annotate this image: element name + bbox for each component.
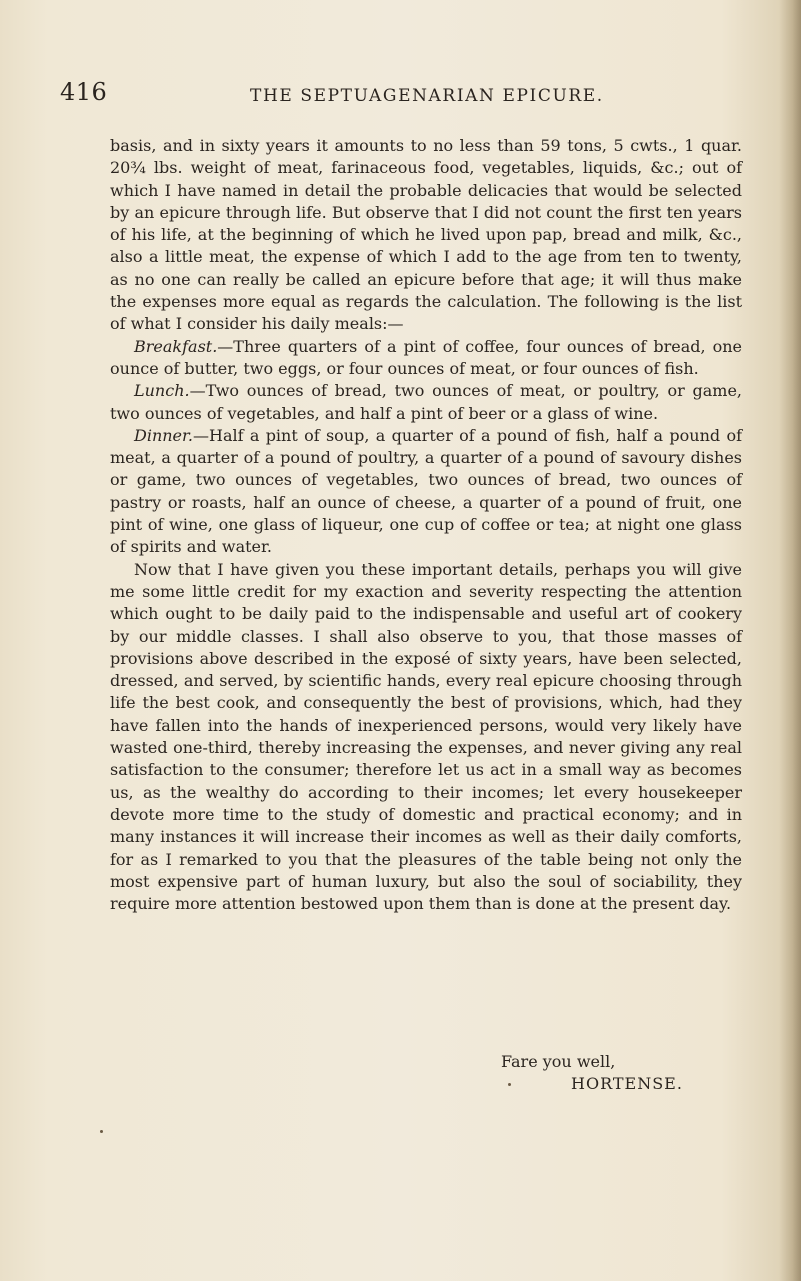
breakfast-text: —Three quarters of a pint of coffee, four ounces of bread, one ounce of butter, two eggs, or four ounces of meat, or four ounces of fish. xyxy=(110,336,742,378)
signature: HORTENSE. xyxy=(571,1074,683,1093)
dinner-text: —Half a pint of soup, a quarter of a pound of fish, half a pound of meat, a quarter of a pound of poultry, a quarter of a pound of savoury dishes or game, two ounces of vegetables, two ounces of bread, two ounces of pastry or roasts, half an ounce of cheese, a quarter of a pound of fruit, one pint of wine, one glass of liqueur, one cup of coffee or tea; at night one glass of spirits and water. xyxy=(110,425,742,557)
paragraph-dinner xyxy=(110,425,742,559)
paragraph-lunch xyxy=(110,380,742,425)
page-edge-shadow xyxy=(779,0,801,1281)
paragraph-conclusion: Now that I have given you these important details, perhaps you will give me some little credit for my exaction and severity respecting the attention which ought to be daily paid to the indispensable and useful art of cookery by our middle classes. I shall also observe to you, that those masses of provisions above described in the exposé of sixty years, have been selected, dressed, and served, by scientific hands, every real epicure choosing through life the best cook, and consequently the best of provisions, which, had they have fallen into the hands of inexperienced persons, would very likely have wasted one-third, thereby increasing the expenses, and never giving any real satisfaction to the consumer; therefore let us act in a small way as becomes us, as the wealthy do according to their incomes; let every housekeeper devote more time to the study of domestic and practical economy; and in many instances it will increase their incomes as well as their daily comforts, for as I remarked to you that the pleasures of the table being not only the most expensive part of human luxury, but also the soul of sociability, they require more attention bestowed upon them than is done at the present day. xyxy=(110,559,742,914)
paragraph-continuation: basis, and in sixty years it amounts to no less than 59 tons, 5 cwts., 1 quar. 20¾ lbs. weight of meat, farinaceous food, vegetables, liquids, &c.; out of which I have named in detail the probable delicacies that would be selected by an epicure through life. But observe that I did not count the first ten years of his life, at the beginning of which he lived upon pap, bread and milk, &c., also a little meat, the expense of which I add to the age from ten to twenty, as no one can really be called an epicure before that age; it will thus make the expenses more equal as regards the calculation. The following is the list of what I consider his daily meals:— xyxy=(110,136,742,334)
paragraph-breakfast xyxy=(110,336,742,381)
print-speck xyxy=(508,1083,511,1086)
dinner-label: Dinner. xyxy=(134,425,193,445)
print-speck xyxy=(100,1130,103,1133)
lunch-label: Lunch. xyxy=(134,381,190,401)
running-head: THE SEPTUAGENARIAN EPICURE. xyxy=(250,86,604,106)
body-text xyxy=(110,135,742,915)
lunch-text: —Two ounces of bread, two ounces of meat, or poultry, or game, two ounces of vegetables, and half a pint of beer or a glass of wine. xyxy=(110,381,742,423)
closing-line: Fare you well, xyxy=(501,1052,616,1071)
page-number: 416 xyxy=(60,78,108,106)
page-header xyxy=(60,76,740,116)
breakfast-label: Breakfast. xyxy=(134,336,218,356)
